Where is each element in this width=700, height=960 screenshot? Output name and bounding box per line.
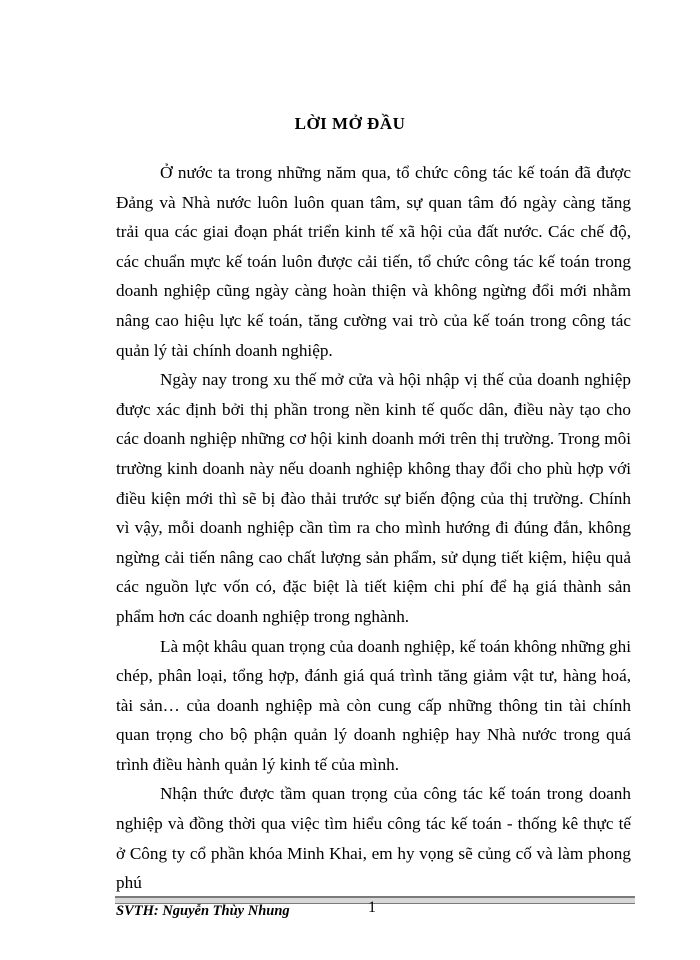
body-text (116, 158, 631, 898)
footer-author: SVTH: Nguyễn Thùy Nhung (116, 903, 290, 919)
page-title: LỜI MỞ ĐẦU (294, 114, 406, 133)
paragraph: Ở nước ta trong những năm qua, tổ chức công tác kế toán đã được Đảng và Nhà nước luôn luôn quan tâm, sự quan tâm đó ngày càng tăng trải qua các giai đoạn phát triển kinh tế xã hội của đất nước. Các chế độ, các chuẩn mực kế toán luôn được cải tiến, tổ chức công tác kế toán trong doanh nghiệp cũng ngày càng hoàn thiện và không ngừng đổi mới nhằm nâng cao hiệu lực kế toán, tăng cường vai trò của kế toán trong công tác quản lý tài chính doanh nghiệp. (116, 163, 631, 360)
paragraph: Ngày nay trong xu thế mở cửa và hội nhập vị thế của doanh nghiệp được xác định bởi thị phần trong nền kinh tế quốc dân, điều này tạo cho các doanh nghiệp những cơ hội kinh doanh mới trên thị trường. Trong môi trường kinh doanh này nếu doanh nghiệp không thay đổi cho phù hợp với điều kiện mới thì sẽ bị đào thải trước sự biến động của thị trường. Chính vì vậy, mỗi doanh nghiệp cần tìm ra cho mình hướng đi đúng đắn, không ngừng cải tiến nâng cao chất lượng sản phẩm, sử dụng tiết kiệm, hiệu quả các nguồn lực vốn có, đặc biệt là tiết kiệm chi phí để hạ giá thành sản phẩm hơn các doanh nghiệp trong nghành. (116, 370, 631, 626)
paragraph: Nhận thức được tầm quan trọng của công tác kế toán trong doanh nghiệp và đồng thời qua việc tìm hiểu công tác kế toán - thống kê thực tế ở Công ty cổ phần khóa Minh Khai, em hy vọng sẽ củng cố và làm phong phú (116, 784, 631, 893)
paragraph: Là một khâu quan trọng của doanh nghiệp, kế toán không những ghi chép, phân loại, tổng hợp, đánh giá quá trình tăng giảm vật tư, hàng hoá, tài sản… của doanh nghiệp mà còn cung cấp những thông tin tài chính quan trọng cho bộ phận quản lý doanh nghiệp hay Nhà nước trong quá trình điều hành quản lý kinh tế của mình. (116, 636, 631, 774)
page-number: 1 (368, 899, 376, 916)
